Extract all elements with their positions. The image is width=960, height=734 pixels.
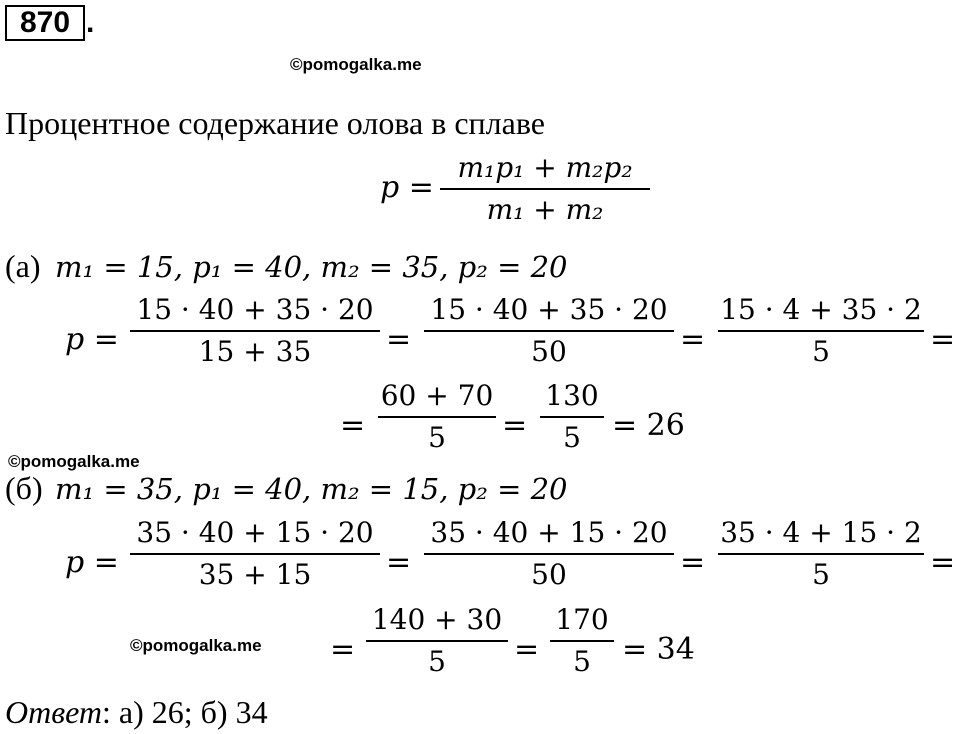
- formula-fraction: [440, 150, 650, 228]
- fraction-bar: [424, 330, 674, 332]
- formula-numerator: m₁p₁ + m₂p₂: [457, 151, 633, 184]
- part-a-given: m₁ = 15, p₁ = 40, m₂ = 35, p₂ = 20: [55, 250, 568, 284]
- part-b-fraction-3: [718, 515, 924, 593]
- equals-sign: =: [386, 545, 412, 580]
- numerator: 60 + 70: [380, 379, 494, 412]
- part-a-fraction-5: [540, 378, 604, 456]
- fraction-bar: [550, 640, 614, 642]
- answer-label: Ответ: [5, 694, 102, 730]
- part-b-result: = 34: [622, 632, 695, 667]
- equals-sign: =: [502, 408, 528, 443]
- numerator: 15 · 4 + 35 · 2: [720, 293, 922, 326]
- part-a-fraction-4: [378, 378, 496, 456]
- denominator: 5: [812, 335, 830, 368]
- part-b-fraction-2: [424, 515, 674, 593]
- part-a-label: (а): [5, 248, 41, 284]
- fraction-bar: [540, 416, 604, 418]
- part-b-fraction-5: [550, 602, 614, 680]
- answer-line: [5, 694, 268, 731]
- intro-text: Процентное содержание олова в сплаве: [5, 105, 545, 141]
- denominator: 35 + 15: [198, 558, 312, 591]
- denominator: 5: [573, 645, 591, 678]
- formula-lhs: p =: [380, 170, 434, 205]
- denominator: 50: [531, 558, 567, 591]
- denominator: 5: [428, 421, 446, 454]
- numerator: 140 + 30: [371, 603, 503, 636]
- part-a-lhs: p =: [65, 322, 119, 357]
- formula-denominator: m₁ + m₂: [486, 193, 604, 226]
- equals-sign: =: [330, 632, 356, 667]
- numerator: 170: [555, 603, 609, 636]
- part-a-result: = 26: [612, 408, 685, 443]
- part-b-label: (б): [5, 470, 43, 506]
- fraction-bar: [718, 330, 924, 332]
- problem-number-dot: .: [86, 6, 95, 39]
- numerator: 15 · 40 + 35 · 20: [136, 293, 374, 326]
- equals-sign: =: [680, 322, 706, 357]
- equals-sign: =: [340, 408, 366, 443]
- part-b-given: m₁ = 35, p₁ = 40, m₂ = 15, p₂ = 20: [55, 472, 568, 506]
- denominator: 50: [531, 335, 567, 368]
- part-b-lhs: p =: [65, 545, 119, 580]
- fraction-bar: [130, 330, 380, 332]
- fraction-bar: [440, 188, 650, 190]
- watermark: ©pomogalka.me: [8, 452, 140, 471]
- denominator: 5: [812, 558, 830, 591]
- part-b-fraction-1: [130, 515, 380, 593]
- fraction-bar: [424, 553, 674, 555]
- equals-sign: =: [514, 632, 540, 667]
- watermark: ©pomogalka.me: [290, 55, 422, 74]
- part-a-fraction-1: [130, 292, 380, 370]
- part-b-fraction-4: [366, 602, 508, 680]
- denominator: 5: [428, 645, 446, 678]
- denominator: 5: [563, 421, 581, 454]
- equals-sign: =: [386, 322, 412, 357]
- numerator: 35 · 40 + 15 · 20: [430, 516, 668, 549]
- equals-sign: =: [930, 545, 956, 580]
- fraction-bar: [366, 640, 508, 642]
- fraction-bar: [718, 553, 924, 555]
- numerator: 35 · 4 + 15 · 2: [720, 516, 922, 549]
- numerator: 15 · 40 + 35 · 20: [430, 293, 668, 326]
- numerator: 130: [545, 379, 599, 412]
- equals-sign: =: [680, 545, 706, 580]
- fraction-bar: [130, 553, 380, 555]
- part-a-fraction-2: [424, 292, 674, 370]
- fraction-bar: [378, 416, 496, 418]
- watermark: ©pomogalka.me: [130, 636, 262, 655]
- answer-text: : а) 26; б) 34: [102, 694, 268, 730]
- equals-sign: =: [930, 322, 956, 357]
- problem-number: 870: [5, 5, 85, 41]
- part-a-fraction-3: [718, 292, 924, 370]
- denominator: 15 + 35: [198, 335, 312, 368]
- numerator: 35 · 40 + 15 · 20: [136, 516, 374, 549]
